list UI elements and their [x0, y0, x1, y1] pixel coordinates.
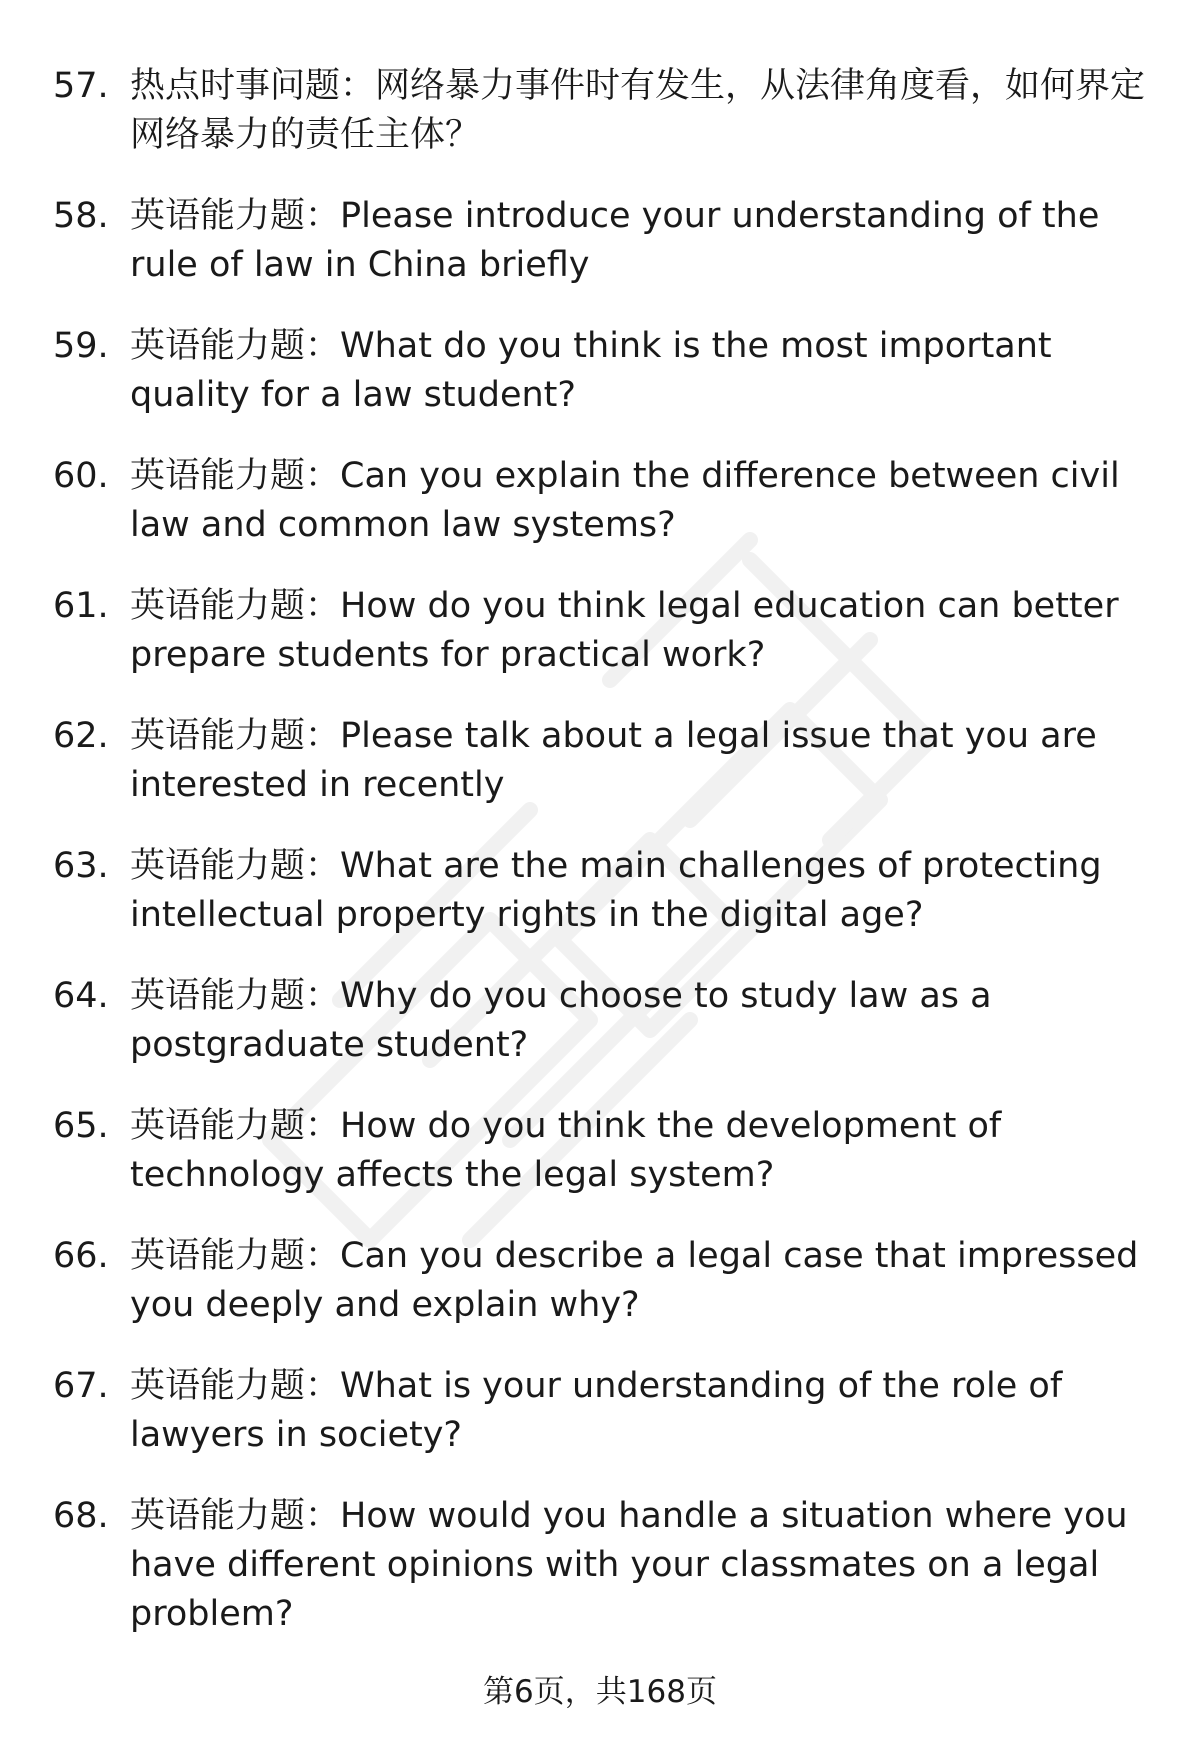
list-item	[0, 1102, 1200, 1200]
question-number: 57.	[53, 66, 109, 106]
list-item	[0, 712, 1200, 810]
question-number: 59.	[53, 326, 109, 366]
question-category: 英语能力题：	[130, 1366, 341, 1406]
list-item	[0, 452, 1200, 550]
question-body	[130, 62, 1200, 160]
question-category: 热点时事问题：	[130, 66, 376, 106]
question-text: What do you think is the most important quality for a law student?	[130, 326, 1052, 415]
question-body	[130, 582, 1200, 680]
list-item	[0, 1232, 1200, 1330]
question-text: Can you explain the difference between civil law and common law systems?	[130, 456, 1120, 545]
question-text: Why do you choose to study law as a postgraduate student?	[130, 976, 992, 1065]
list-item	[0, 972, 1200, 1070]
question-number: 67.	[53, 1366, 109, 1406]
question-body	[130, 322, 1200, 420]
question-number: 60.	[53, 456, 109, 496]
question-category: 英语能力题：	[130, 1106, 341, 1146]
question-category: 英语能力题：	[130, 196, 341, 236]
question-body	[130, 192, 1200, 290]
question-list	[0, 62, 1200, 1671]
page-number-footer: 第6页，共168页	[483, 1674, 717, 1710]
question-text: Please introduce your understanding of the rule of law in China briefly	[130, 196, 1100, 285]
list-item	[0, 1362, 1200, 1460]
list-item	[0, 192, 1200, 290]
question-text: How do you think the development of technology affects the legal system?	[130, 1106, 1002, 1195]
list-item	[0, 62, 1200, 160]
question-category: 英语能力题：	[130, 1236, 341, 1276]
question-number: 58.	[53, 196, 109, 236]
question-category: 英语能力题：	[130, 456, 341, 496]
question-text: Can you describe a legal case that impressed you deeply and explain why?	[130, 1236, 1139, 1325]
question-text: 网络暴力事件时有发生，从法律角度看，如何界定网络暴力的责任主体？	[130, 66, 1146, 155]
question-text: What are the main challenges of protecting intellectual property rights in the digital age?	[130, 846, 1102, 935]
question-text: Please talk about a legal issue that you are interested in recently	[130, 716, 1097, 805]
list-item	[0, 322, 1200, 420]
question-category: 英语能力题：	[130, 976, 341, 1016]
list-item	[0, 842, 1200, 940]
question-body	[130, 1362, 1200, 1460]
question-category: 英语能力题：	[130, 1496, 341, 1536]
question-body	[130, 972, 1200, 1070]
question-category: 英语能力题：	[130, 716, 341, 756]
question-text: What is your understanding of the role of lawyers in society?	[130, 1366, 1063, 1455]
question-body	[130, 842, 1200, 940]
question-text: How do you think legal education can better prepare students for practical work?	[130, 586, 1119, 675]
question-number: 63.	[53, 846, 109, 886]
question-body	[130, 1102, 1200, 1200]
list-item	[0, 1492, 1200, 1639]
question-category: 英语能力题：	[130, 846, 341, 886]
question-body	[130, 1232, 1200, 1330]
question-number: 68.	[53, 1496, 109, 1536]
question-number: 64.	[53, 976, 109, 1016]
question-body	[130, 712, 1200, 810]
question-text: How would you handle a situation where you have different opinions with your classmates on a legal problem?	[130, 1496, 1128, 1634]
question-number: 66.	[53, 1236, 109, 1276]
question-body	[130, 1492, 1200, 1639]
question-number: 61.	[53, 586, 109, 626]
question-body	[130, 452, 1200, 550]
list-item	[0, 582, 1200, 680]
question-number: 62.	[53, 716, 109, 756]
question-category: 英语能力题：	[130, 586, 341, 626]
question-number: 65.	[53, 1106, 109, 1146]
question-category: 英语能力题：	[130, 326, 341, 366]
